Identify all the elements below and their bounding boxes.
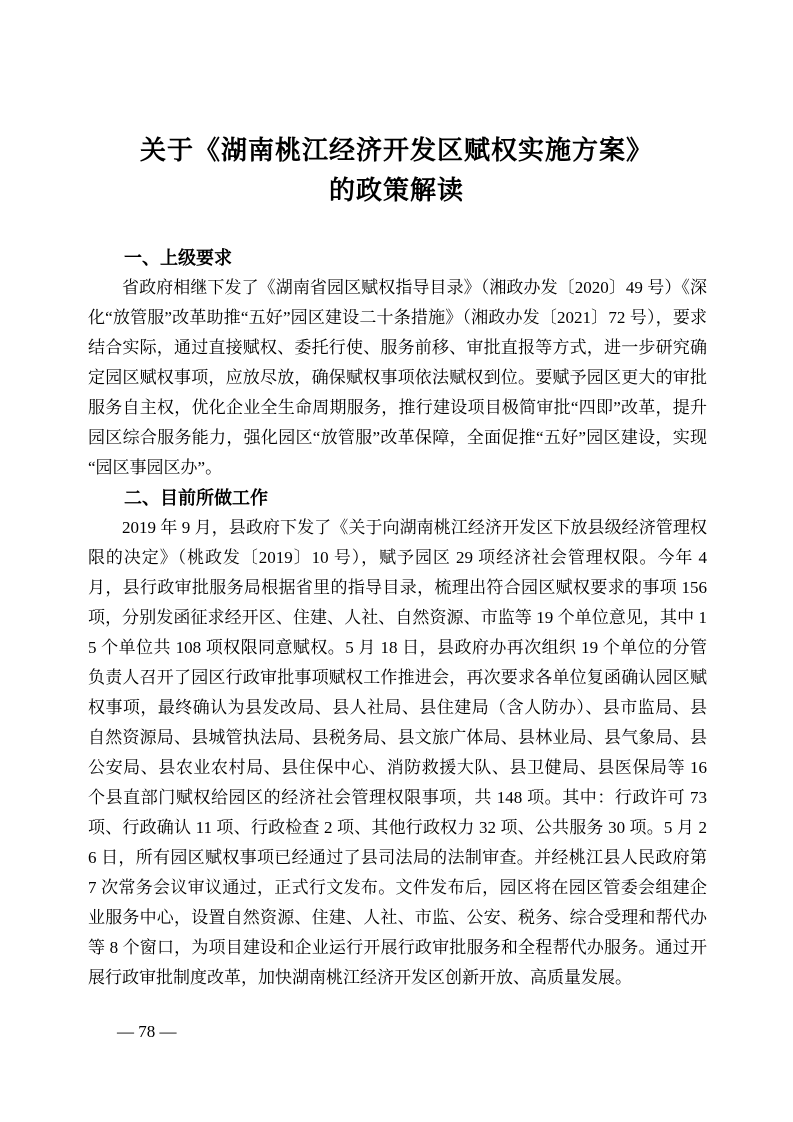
page-number: — 78 — (117, 1022, 177, 1041)
section-1-paragraph-1: 省政府相继下发了《湖南省园区赋权指导目录》（湘政办发〔2020〕49 号）《深化“放管服”改革助推“五好”园区建设二十条措施》（湘政办发〔2021〕72 号），要求结合实际，通过直接赋权、委托行使、服务前移、审批直报等方式，进一步研究确定园区赋权事项，应放尽放，确保赋权事项依法赋权到位。要赋予园区更大的审批服务自主权，优化企业全生命周期服务，推行建设项目极简审批“四即”改革，提升园区综合服务能力，强化园区“放管服”改革保障，全面促推“五好”园区建设，实现“园区事园区办”。 (88, 278, 707, 477)
section-2-paragraph-1: 2019 年 9 月，县政府下发了《关于向湖南桃江经济开发区下放县级经济管理权限的决定》（桃政发〔2019〕10 号），赋予园区 29 项经济社会管理权限。今年 4 月，县行政审批服务局根据省里的指导目录，梳理出符合园区赋权要求的事项 156 项，分别发函征求经开区、住建、人社、自然资源、市监等 19 个单位意见，其中 15 个单位共 108 项权限同意赋权。5 月 18 日，县政府办再次组织 19 个单位的分管负责人召开了园区行政审批事项赋权工作推进会，再次要求各单位复函确认园区赋权事项，最终确认为县发改局、县人社局、县住建局（含人防办）、县市监局、县自然资源局、县城管执法局、县税务局、县文旅广体局、县林业局、县气象局、县公安局、县农业农村局、县住保中心、消防救援大队、县卫健局、县医保局等 16 个县直部门赋权给园区的经济社会管理权限事项，共 148 项。其中：行政许可 73 项、行政确认 11 项、行政检查 2 项、其他行政权力 32 项、公共服务 30 项。5 月 26 日，所有园区赋权事项已经通过了县司法局的法制审查。并经桃江县人民政府第 7 次常务会议审议通过，正式行文发布。文件发布后，园区将在园区管委会组建企业服务中心，设置自然资源、住建、人社、市监、公安、税务、综合受理和帮代办等 8 个窗口，为项目建设和企业运行开展行政审批服务和全程帮代办服务。通过开展行政审批制度改革，加快湖南桃江经济开发区创新开放、高质量发展。 (88, 518, 707, 987)
section-superior-requirements (88, 243, 707, 483)
document-title (0, 0, 793, 211)
document-title-line1: 关于《湖南桃江经济开发区赋权实施方案》 (139, 136, 653, 165)
document-title-line2: 的政策解读 (328, 176, 464, 205)
page-footer (117, 1021, 177, 1043)
section-current-work (88, 483, 707, 993)
document-body (88, 243, 707, 993)
section-2-heading: 二、目前所做工作 (124, 488, 268, 508)
section-1-heading: 一、上级要求 (124, 248, 232, 268)
